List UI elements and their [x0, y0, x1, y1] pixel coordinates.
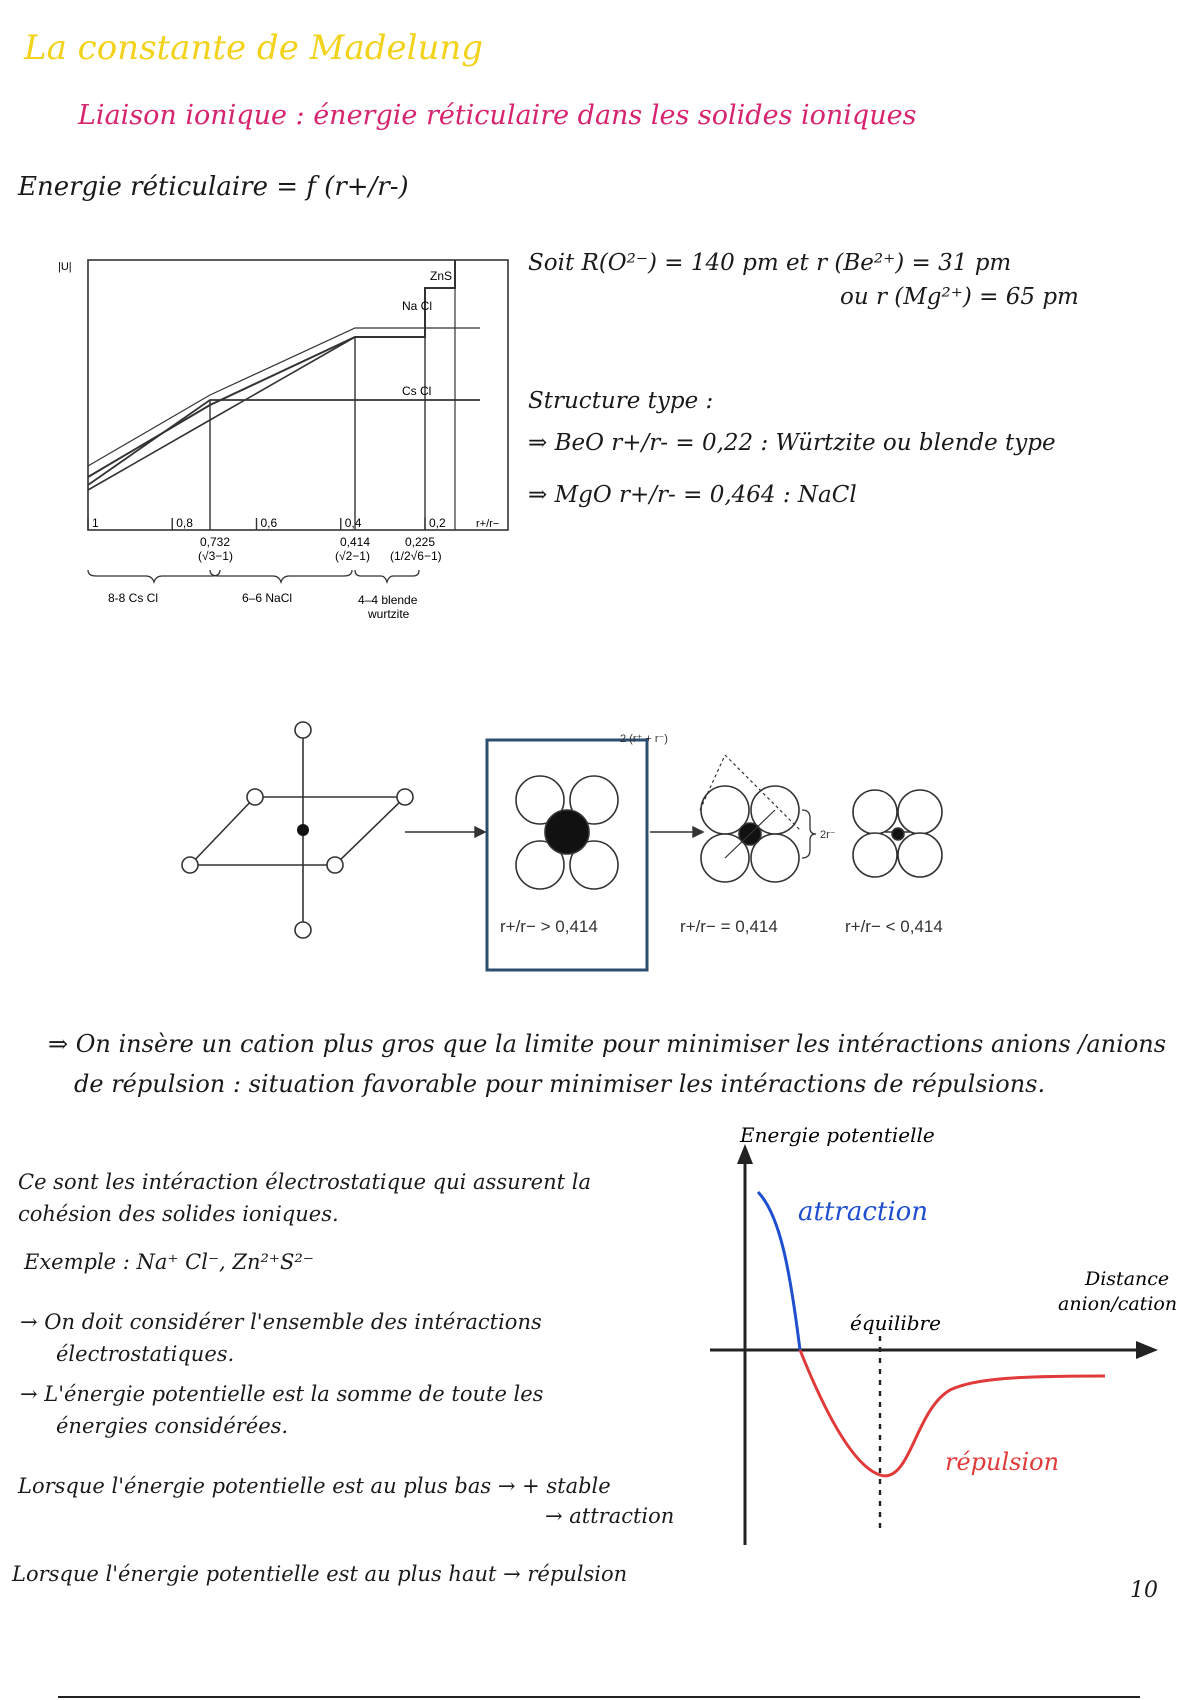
series-label-cscl: Cs Cl — [402, 384, 432, 398]
dim-label: 2 (r⁺ + r⁻) — [620, 733, 668, 745]
x-tick-label: 0,2 — [429, 516, 446, 530]
region-label-cscl: 8-8 Cs Cl — [108, 591, 159, 605]
region-label-blende: 4–4 blende — [358, 593, 418, 607]
packing-eq — [700, 755, 816, 882]
threshold-expr-0732: (√3−1) — [198, 549, 233, 563]
body-bullet-2b: énergies considérées. — [56, 1414, 289, 1438]
r-label: 2r⁻ — [820, 829, 836, 841]
footer-divider — [58, 1696, 1140, 1698]
y-axis-label: |U| — [58, 261, 72, 273]
x-tick-label: 1 — [92, 516, 99, 530]
body-p1b: cohésion des solides ioniques. — [18, 1202, 339, 1226]
brace-blende — [355, 570, 419, 582]
plot-ylabel: Energie potentielle — [740, 1123, 935, 1147]
attraction-label: attraction — [798, 1197, 929, 1227]
x-tick-label: 0,6 — [260, 516, 278, 530]
body-low: Lorsque l'énergie potentielle est au plus bas → + stable — [18, 1474, 611, 1498]
body-bullet-2a: → L'énergie potentielle est la somme de toute les — [20, 1382, 544, 1406]
series-label-zns: ZnS — [430, 269, 453, 283]
series-line-upper — [88, 260, 455, 477]
packing-lt — [853, 790, 942, 877]
subtitle: Liaison ionique : énergie réticulaire dans les solides ioniques — [78, 100, 917, 131]
ratio-label-lt: r+/r− < 0,414 — [845, 917, 943, 936]
threshold-value-0732: 0,732 — [200, 535, 231, 549]
x-axis-label: r+/r− — [476, 518, 500, 530]
conclusion-line-1: ⇒ On insère un cation plus gros que la limite pour minimiser les intéractions anions /anions — [48, 1030, 1167, 1058]
potential-energy-plot — [700, 1120, 1200, 1550]
threshold-expr-0414: (√2−1) — [335, 549, 370, 563]
conclusion-line-2: de répulsion : situation favorable pour minimiser les intéractions de répulsions. — [74, 1070, 1046, 1098]
page-number: 10 — [1130, 1578, 1158, 1603]
packing-gt — [516, 776, 618, 889]
body-example: Exemple : Na⁺ Cl⁻, Zn²⁺S²⁻ — [24, 1250, 314, 1274]
plot-xlabel-1: Distance — [1085, 1268, 1170, 1290]
ratio-label-gt: r+/r− > 0,414 — [500, 917, 598, 936]
body-bullet-1b: électrostatiques. — [56, 1342, 235, 1366]
x-axis-arrow — [1136, 1341, 1158, 1359]
attraction-curve — [758, 1192, 800, 1350]
radii-line-2: ou r (Mg²⁺) = 65 pm — [840, 284, 1079, 310]
formula-line: Energie réticulaire = f (r+/r-) — [18, 172, 409, 202]
x-tick-label: 0,8 — [176, 516, 193, 530]
region-label-nacl: 6–6 NaCl — [242, 591, 293, 605]
page-title: La constante de Madelung — [24, 28, 484, 68]
threshold-expr-0225: (1/2√6−1) — [390, 549, 442, 563]
mgo-line: ⇒ MgO r+/r- = 0,464 : NaCl — [528, 482, 857, 508]
body-bullet-1a: → On doit considérer l'ensemble des intéractions — [20, 1310, 542, 1334]
threshold-value-0414: 0,414 — [340, 535, 371, 549]
y-axis-arrow — [737, 1144, 753, 1164]
body-p1a: Ce sont les intéraction électrostatique qui assurent la — [18, 1170, 591, 1194]
repulsion-label: répulsion — [945, 1448, 1060, 1476]
flow-arrows — [405, 827, 925, 837]
plot-xlabel-2: anion/cation — [1058, 1293, 1178, 1315]
radii-line-1: Soit R(O²⁻) = 140 pm et r (Be²⁺) = 31 pm — [528, 250, 1012, 276]
lattice-energy-chart — [50, 240, 520, 670]
beo-line: ⇒ BeO r+/r- = 0,22 : Würtzite ou blende type — [528, 430, 1056, 456]
series-label-nacl: Na Cl — [402, 299, 433, 313]
brace-nacl — [210, 570, 352, 582]
octahedron-diagram — [182, 722, 413, 938]
threshold-value-0225: 0,225 — [405, 535, 436, 549]
body-low-2: → attraction — [545, 1504, 675, 1528]
brace-cscl — [88, 570, 220, 582]
ratio-label-eq: r+/r− = 0,414 — [680, 917, 778, 936]
series-line-lower — [88, 337, 355, 490]
x-ticks — [88, 516, 446, 530]
chart-frame — [88, 260, 508, 530]
body-high: Lorsque l'énergie potentielle est au plus haut → répulsion — [12, 1562, 628, 1586]
structure-title: Structure type : — [528, 388, 714, 414]
x-tick-label: 0,4 — [344, 516, 362, 530]
coordination-figure — [180, 710, 1060, 980]
equilibre-label: équilibre — [850, 1311, 941, 1335]
region-label-wurtzite: wurtzite — [368, 607, 410, 621]
